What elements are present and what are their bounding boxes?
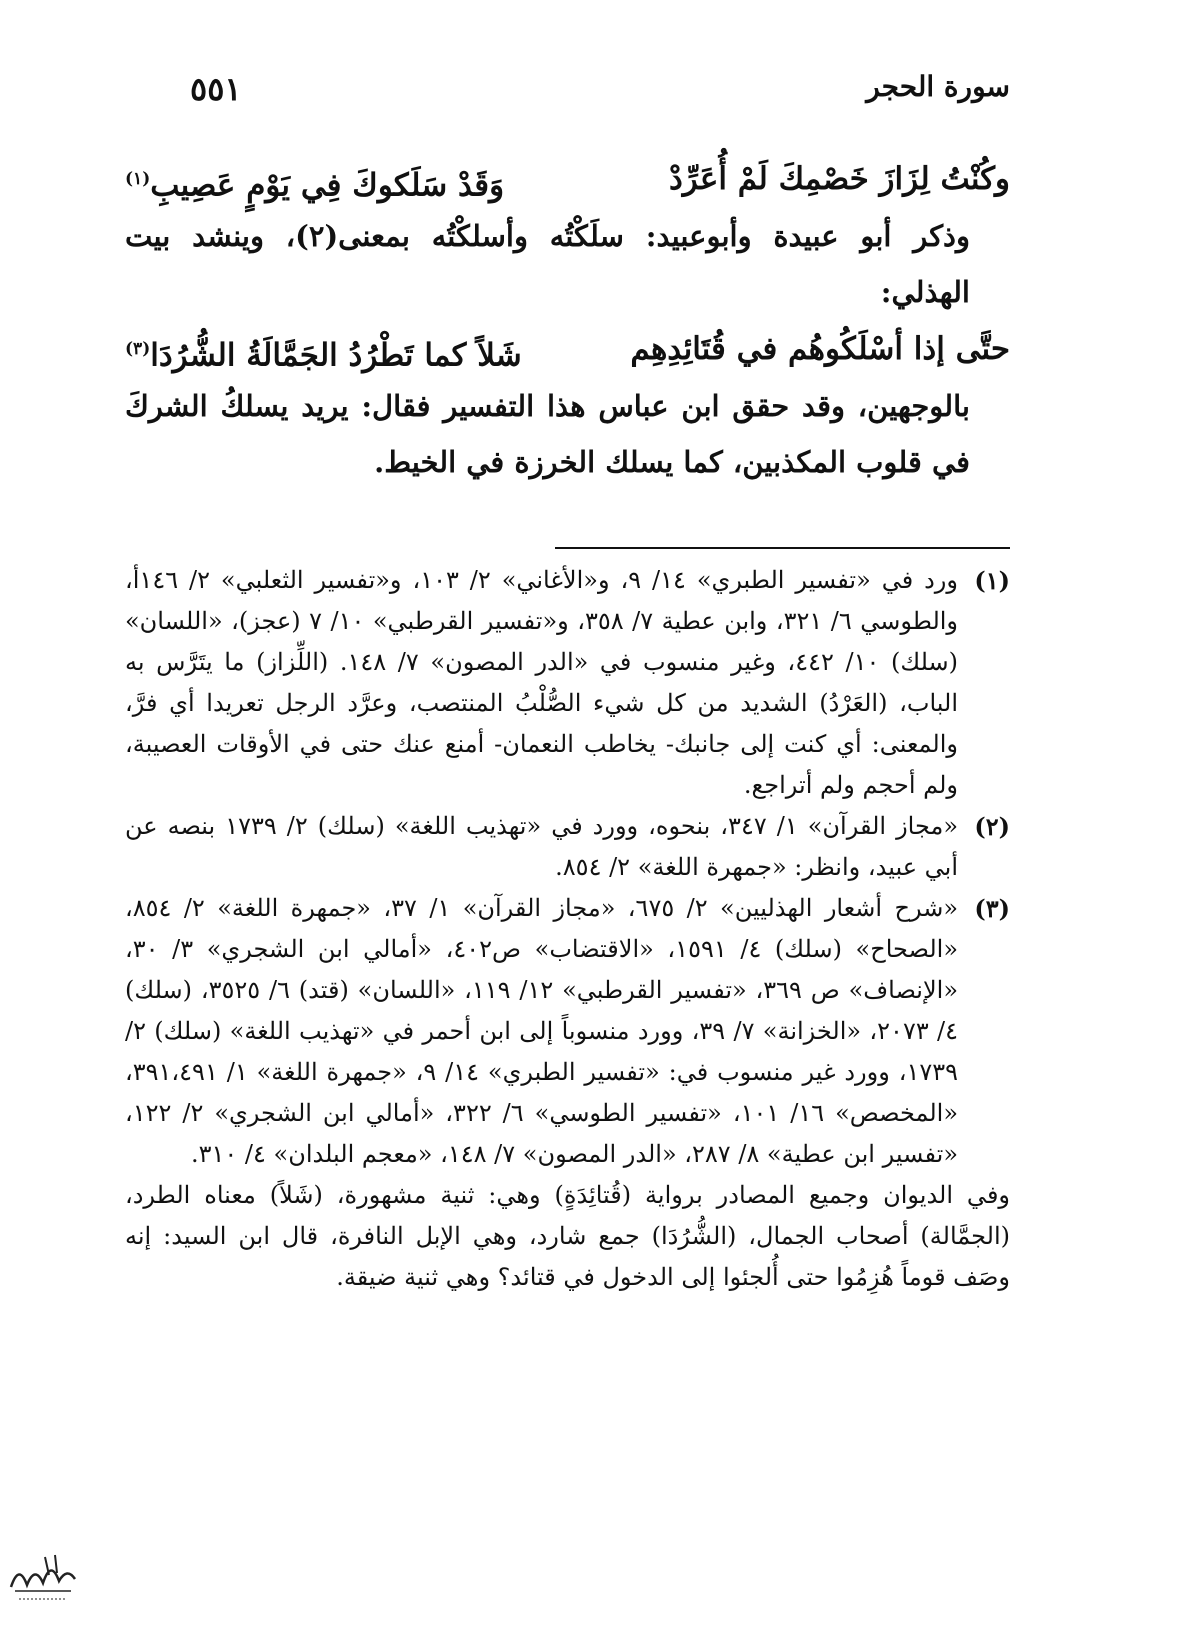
body-paragraph: وذكر أبو عبيدة وأبوعبيد: سلَكْتُه وأسلكْتُه بمعنى(٢)، وينشد بيت الهذلي: bbox=[125, 219, 970, 309]
footnote-text: «شرح أشعار الهذليين» ٢/ ٦٧٥، «مجاز القرآن» ١/ ٣٧، «جمهرة اللغة» ٢/ ٨٥٤، «الصحاح» (سلك) ٤/ ١٥٩١، «الاقتضاب» ص٤٠٢، «أمالي ابن الشجري» ٣/ ٣٠، «الإنصاف» ص ٣٦٩، «تفسير القرطبي» ١٢/ ١١٩، «اللسان» (قتد) ٦/ ٣٥٢٥، (سلك) ٤/ ٢٠٧٣، «الخزانة» ٧/ ٣٩، وورد منسوباً إلى ابن أحمر في «تهذيب اللغة» (سلك) ٢/ ١٧٣٩، وورد غير منسوب في: «تفسير الطبري» ١٤/ ٩، «جمهرة اللغة» ١/ ٣٩١،٤٩١، «المخصص» ١٦/ ١٠١، «تفسير الطوسي» ٦/ ٣٢٢، «أمالي ابن الشجري» ٢/ ١٢٢، «تفسير ابن عطية» ٨/ ٢٨٧، «الدر المصون» ٧/ ١٤٨، «معجم البلدان» ٤/ ٣١٠. bbox=[125, 894, 959, 1168]
footnote-continuation: وفي الديوان وجميع المصادر برواية (قُتائِدَةٍ) وهي: ثنية مشهورة، (شَلاً) معناه الطرد، (الجمَّالة) أصحاب الجمال، (الشُّرُدَا) جمع شارد، وهي الإبل النافرة، قال ابن السيد: إنه وصَف قوماً هُزِمُوا حتى أُلجئوا إلى الدخول في قتائد؟ وهي ثنية ضيقة. bbox=[125, 1181, 1010, 1291]
footnotes bbox=[125, 560, 1010, 1298]
footnote-text: ورد في «تفسير الطبري» ١٤/ ٩، و«الأغاني» ٢/ ١٠٣، و«تفسير الثعلبي» ٢/ ١٤٦أ، والطوسي ٦/ ٣٢١، وابن عطية ٧/ ٣٥٨، و«تفسير القرطبي» ١٠/ ٧ (عجز)، «اللسان» (سلك) ١٠/ ٤٤٢، وغير منسوب في «الدر المصون» ٧/ ١٤٨. (اللِّزاز) ما يتَرَّس به الباب، (العَرْدُ) الشديد من كل شيء الصُّلْبُ المنتصب، وعرَّد الرجل تعريدا أي فرَّ، والمعنى: أي كنت إلى جانبك- يخاطب النعمان- أمنع عنك حتى في الأوقات العصيبة، ولم أحجم ولم أتراجع. bbox=[125, 566, 959, 799]
footnote-ref: (٣) bbox=[125, 339, 151, 359]
footnote-ref: (١) bbox=[125, 169, 151, 189]
footnote bbox=[125, 560, 1010, 806]
footnote-number: (٣) bbox=[974, 894, 1010, 923]
verse-hemistich-right: حتَّى إذا أسْلَكُوهُم في قُتَائِدِهِم bbox=[630, 331, 1010, 367]
verse-hemistich-left-text: وَقَدْ سَلَكوكَ فِي يَوْمٍ عَصِيبِ bbox=[150, 167, 505, 204]
footnote-separator bbox=[555, 547, 1010, 549]
verse-hemistich-left-text: شَلاً كما تَطْرُدُ الجَمَّالَةُ الشُّرُدَا bbox=[150, 337, 522, 374]
main-text bbox=[125, 150, 1010, 490]
footnote-number: (١) bbox=[974, 566, 1010, 595]
footnote bbox=[125, 888, 1010, 1175]
page-header bbox=[190, 70, 1010, 120]
stamp-logo bbox=[5, 1545, 80, 1607]
page-number: ٥٥١ bbox=[190, 70, 242, 108]
body-paragraph: بالوجهين، وقد حقق ابن عباس هذا التفسير فقال: يريد يسلكُ الشركَ في قلوب المكذبين، كما يسلك الخرزة في الخيط. bbox=[125, 389, 970, 479]
verse-hemistich-left bbox=[125, 320, 522, 378]
verse-hemistich-left bbox=[125, 150, 504, 208]
verse-hemistich-right: وكُنْتُ لِزَازَ خَصْمِكَ لَمْ أُعَرِّدْ bbox=[668, 161, 1010, 197]
footnote-text: «مجاز القرآن» ١/ ٣٤٧، بنحوه، وورد في «تهذيب اللغة» (سلك) ٢/ ١٧٣٩ بنصه عن أبي عبيد، وانظر: «جمهرة اللغة» ٢/ ٨٥٤. bbox=[125, 812, 959, 881]
poetry-verse bbox=[125, 150, 1010, 208]
poetry-verse bbox=[125, 320, 1010, 378]
sura-title: سورة الحجر bbox=[866, 70, 1010, 103]
footnote bbox=[125, 806, 1010, 888]
footnote-number: (٢) bbox=[974, 812, 1010, 841]
